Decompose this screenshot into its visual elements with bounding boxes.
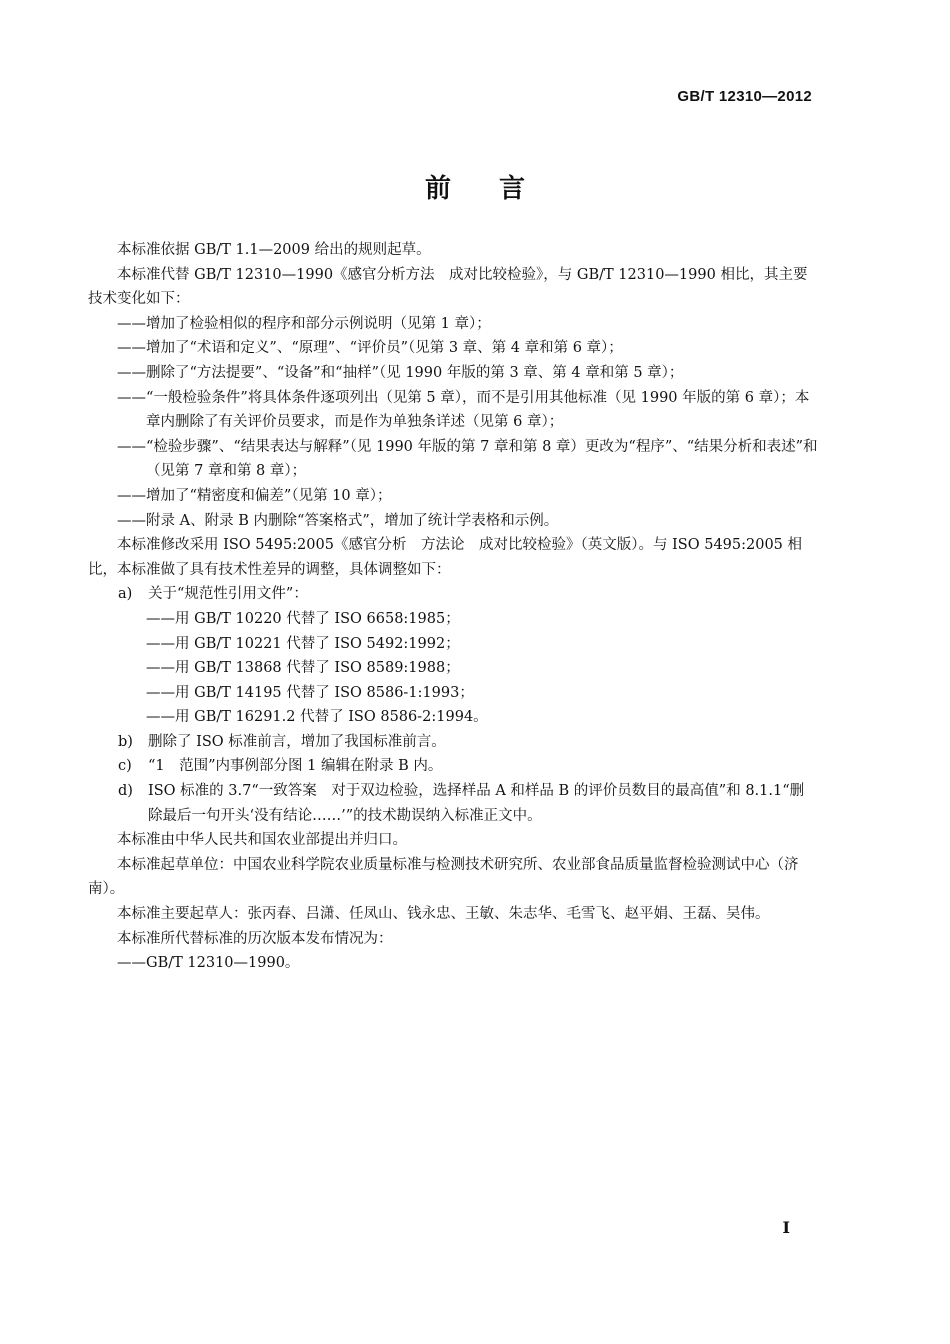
page-number: I [782,1218,790,1237]
list-item-b [88,730,818,755]
foreword-body [88,238,818,976]
paragraph-iso-adoption: 本标准修改采用 ISO 5495:2005《感官分析 方法论 成对比较检验》（英文版）。与 ISO 5495:2005 相比，本标准做了具有技术性差异的调整，具体调整如下： [88,537,803,578]
list-item-c [88,754,818,779]
list-text: 关于“规范性引用文件”： [148,586,308,603]
list-item-a [88,582,818,607]
paragraph-history-item: ——GB/T 12310—1990。 [117,955,300,972]
change-item: ——增加了“精密度和偏差”（见第 10 章）； [117,487,392,504]
change-item: ——增加了检验相似的程序和部分示例说明（见第 1 章）； [117,315,491,332]
change-item: ——增加了“术语和定义”、“原理”、“评价员”（见第 3 章、第 4 章和第 6 章）； [117,340,623,357]
list-marker: b) [118,733,133,750]
standard-number: GB/T 12310—2012 [677,88,812,105]
sub-item: ——用 GB/T 13868 代替了 ISO 8589:1988； [146,660,460,677]
paragraph-replacement: 本标准代替 GB/T 12310—1990《感官分析方法 成对比较检验》，与 GB/T 12310—1990 相比，其主要技术变化如下： [88,266,808,308]
paragraph-drafters: 本标准主要起草人：张丙春、吕潇、任凤山、钱永忠、王敏、朱志华、毛雪飞、赵平娟、王磊、吴伟。 [117,906,770,923]
list-item-d [88,779,818,828]
list-marker: c) [118,758,132,775]
sub-item: ——用 GB/T 10220 代替了 ISO 6658:1985； [146,610,460,627]
list-text: 删除了 ISO 标准前言，增加了我国标准前言。 [148,733,446,750]
change-item: ——附录 A、附录 B 内删除“答案格式”，增加了统计学表格和示例。 [117,512,559,529]
paragraph-history-intro: 本标准所代替标准的历次版本发布情况为： [117,930,393,947]
sub-item: ——用 GB/T 16291.2 代替了 ISO 8586-2:1994。 [146,709,488,726]
paragraph-drafting-units: 本标准起草单位：中国农业科学院农业质量标准与检测技术研究所、农业部食品质量监督检验测试中心（济南）。 [88,856,799,898]
list-text: “1 范围”内事例部分图 1 编辑在附录 B 内。 [148,758,443,775]
page-title: 前言 [424,174,573,204]
list-text: ISO 标准的 3.7“一致答案 对于双边检验，选择样品 A 和样品 B 的评价员数目的最高值”和 8.1.1“删除最后一句开头‘没有结论……’”的技术勘误纳入标准正文中。 [148,783,805,824]
change-item: ——删除了“方法提要”、“设备”和“抽样”（见 1990 年版的第 3 章、第 4 章和第 5 章）； [117,364,684,381]
sub-item: ——用 GB/T 14195 代替了 ISO 8586-1:1993； [146,684,474,701]
list-marker: a) [118,586,133,603]
list-marker: d) [118,783,133,800]
change-item: ——“一般检验条件”将具体条件逐项列出（见第 5 章），而不是引用其他标准（见 1990 年版的第 6 章）；本章内删除了有关评价员要求，而是作为单独条详述（见第 6 章）； [117,389,810,431]
paragraph-proposer: 本标准由中华人民共和国农业部提出并归口。 [117,832,407,849]
sub-item: ——用 GB/T 10221 代替了 ISO 5492:1992； [146,635,460,652]
paragraph-drafting-rules: 本标准依据 GB/T 1.1—2009 给出的规则起草。 [117,242,431,258]
change-item: ——“检验步骤”、“结果表达与解释”（见 1990 年版的第 7 章和第 8 章）更改为“程序”、“结果分析和表述”和（见第 7 章和第 8 章）； [117,438,818,480]
